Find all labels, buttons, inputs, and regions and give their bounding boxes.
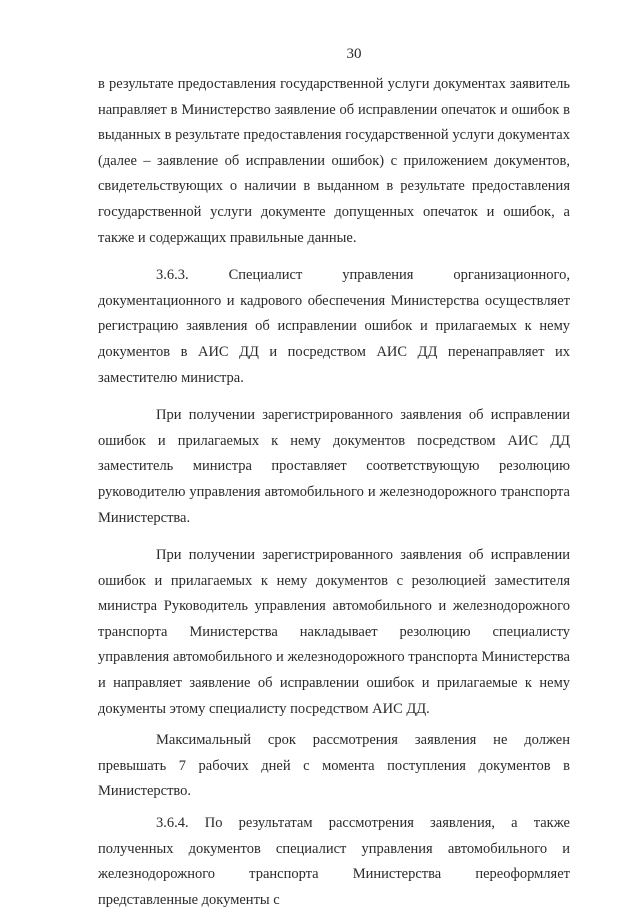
paragraph-max-term: Максимальный срок рассмотрения заявления не должен превышать 7 рабочих дней с момента поступления документов в Министерство. [98,732,570,800]
paragraph-deputy-resolution: При получении зарегистрированного заявления об исправлении ошибок и прилагаемых к нему документов посредством АИС ДД заместитель министра проставляет соответствующую резолюцию руководителю управления автомобильного и железнодорожного транспорта Министерства. [98,407,570,526]
paragraph-3-6-4: 3.6.4. По результатам рассмотрения заявления, а также полученных документов специалист управления автомобильного и железнодорожного транспорта Министерства переоформляет представленные документы с [98,815,570,908]
paragraph-head-resolution: При получении зарегистрированного заявления об исправлении ошибок и прилагаемых к нему документов с резолюцией заместителя министра Руководитель управления автомобильного и железнодорожного транспорта Министерства накладывает резолюцию специалисту управления автомобильного и железнодорожного транспорта Министерства и направляет заявление об исправлении ошибок и прилагаемые к нему документы этому специалисту посредством АИС ДД. [98,547,570,717]
paragraph-3-6-3: 3.6.3. Специалист управления организационного, документационного и кадрового обеспечения Министерства осуществляет регистрацию заявления об исправлении ошибок и прилагаемых к нему документов в АИС ДД и посредством АИС ДД перенаправляет их заместителю министра. [98,267,570,386]
paragraph-continuation: в результате предоставления государственной услуги документах заявитель направляет в Министерство заявление об исправлении опечаток и ошибок в выданных в результате предоставления государственной услуги документах (далее – заявление об исправлении ошибок) с приложением документов, свидетельствующих о наличии в выданном в результате предоставления государственной услуги документе допущенных опечаток и ошибок, а также и содержащих правильные данные. [98,76,570,246]
page-number: 30 [346,46,362,62]
